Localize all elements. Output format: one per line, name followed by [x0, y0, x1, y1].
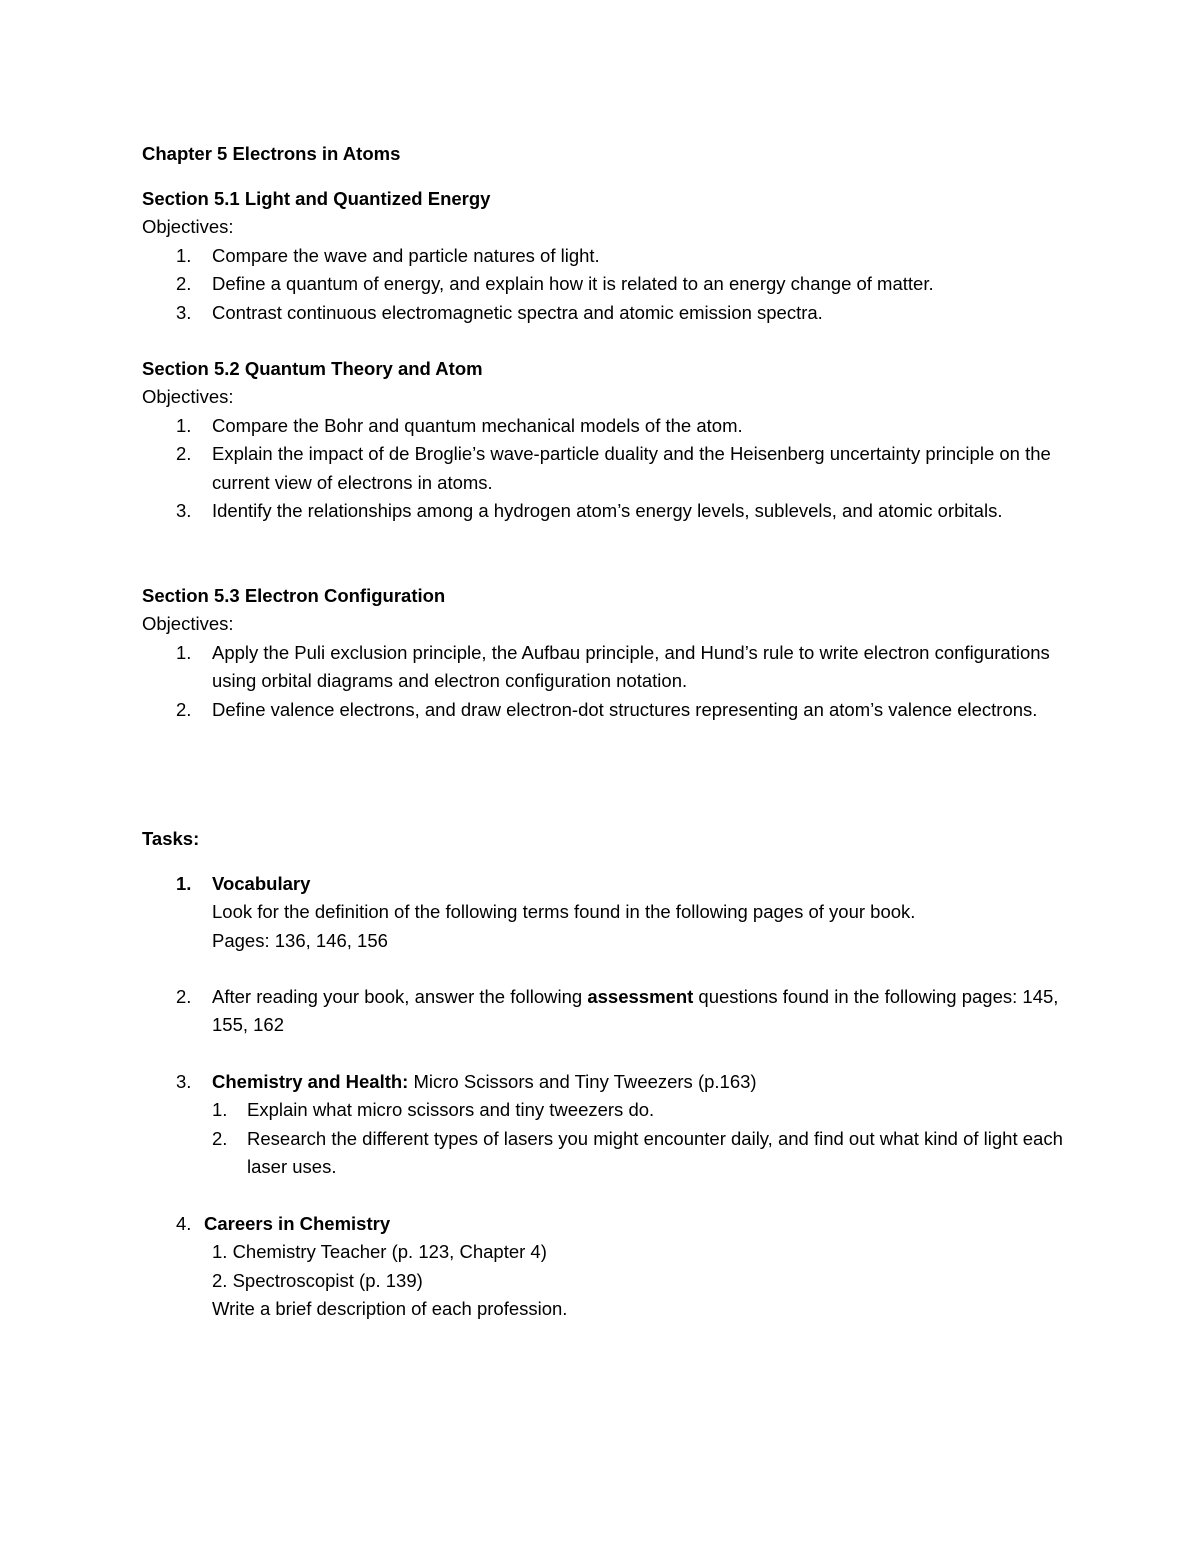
section-5-2: [142, 355, 1072, 525]
objective-number: 2.: [176, 443, 192, 465]
task-text: [142, 983, 1072, 1040]
task-chemistry-health: [142, 1068, 1072, 1182]
objective-text: Compare the wave and particle natures of light.: [212, 244, 600, 266]
objective-item: [142, 299, 1072, 327]
objective-text: Identify the relationships among a hydrogen atom’s energy levels, sublevels, and atomic orbitals.: [212, 500, 1003, 522]
objective-item: [142, 440, 1072, 497]
objective-number: 2.: [176, 273, 192, 295]
section-heading: Section 5.1 Light and Quantized Energy: [142, 188, 491, 209]
task-heading: Vocabulary: [212, 873, 311, 894]
objectives-list: [142, 242, 1072, 327]
task-pages: Pages: 136, 146, 156: [212, 929, 388, 951]
objective-text: Contrast continuous electromagnetic spectra and atomic emission spectra.: [212, 301, 823, 323]
task-number: 2.: [176, 986, 192, 1007]
section-5-1: [142, 185, 1072, 327]
objective-item: [142, 639, 1072, 696]
task-number: 1.: [176, 873, 192, 894]
subtask-item: [142, 1125, 1072, 1182]
task-vocabulary: [142, 870, 1072, 955]
objective-text: Define a quantum of energy, and explain how it is related to an energy change of matter.: [212, 273, 934, 295]
section-heading: Section 5.2 Quantum Theory and Atom: [142, 358, 483, 379]
objective-text: Apply the Puli exclusion principle, the Aufbau principle, and Hund’s rule to write electron configurations using orbital diagrams and electron configuration notation.: [212, 641, 1050, 692]
objective-item: [142, 412, 1072, 440]
task-text: Look for the definition of the following terms found in the following pages of your book.: [212, 901, 916, 923]
task-heading: Careers in Chemistry: [204, 1213, 391, 1234]
objective-item: [142, 696, 1072, 724]
task-heading-rest: Micro Scissors and Tiny Tweezers (p.163): [408, 1071, 757, 1092]
subtask-text: Explain what micro scissors and tiny tweezers do.: [247, 1099, 655, 1121]
tasks-label: Tasks:: [142, 828, 200, 849]
objective-number: 3.: [176, 500, 192, 522]
objective-text: Define valence electrons, and draw electron-dot structures representing an atom’s valence electrons.: [212, 698, 1038, 720]
objective-item: [142, 270, 1072, 298]
subtask-text: Research the different types of lasers you might encounter daily, and find out what kind of light each laser uses.: [247, 1127, 1063, 1178]
chapter-title: Chapter 5 Electrons in Atoms: [142, 143, 401, 164]
task-number: 3.: [176, 1071, 192, 1092]
objectives-label: Objectives:: [142, 386, 234, 408]
task-text-before: After reading your book, answer the following: [212, 986, 588, 1007]
task-instruction: Write a brief description of each profession.: [212, 1298, 568, 1320]
task-heading-line: [142, 1068, 1072, 1096]
task-text-bold: assessment: [587, 986, 694, 1007]
subtask-number: 1.: [212, 1099, 228, 1121]
career-item: 1. Chemistry Teacher (p. 123, Chapter 4): [212, 1241, 547, 1263]
objective-number: 1.: [176, 244, 192, 266]
objective-number: 1.: [176, 641, 192, 663]
task-text-after: questions found in the following pages: 145, 155, 162: [212, 986, 1059, 1036]
objective-number: 3.: [176, 301, 192, 323]
subtask-item: [142, 1096, 1072, 1124]
objective-text: Explain the impact of de Broglie’s wave-particle duality and the Heisenberg uncertainty principle on the current view of electrons in atoms.: [212, 443, 1051, 493]
objective-item: [142, 497, 1072, 525]
objectives-list: [142, 412, 1072, 526]
section-5-3: [142, 582, 1072, 724]
objective-number: 1.: [176, 414, 192, 436]
task-assessment: [142, 983, 1072, 1040]
objective-number: 2.: [176, 698, 192, 720]
task-careers: [142, 1210, 1072, 1324]
objectives-label: Objectives:: [142, 216, 234, 238]
objectives-list: [142, 639, 1072, 724]
task-number: 4.: [176, 1213, 192, 1234]
section-heading: Section 5.3 Electron Configuration: [142, 585, 446, 606]
task-heading: Chemistry and Health:: [212, 1071, 409, 1092]
career-item: 2. Spectroscopist (p. 139): [212, 1269, 423, 1291]
objectives-label: Objectives:: [142, 613, 234, 635]
objective-text: Compare the Bohr and quantum mechanical models of the atom.: [212, 414, 743, 436]
subtask-number: 2.: [212, 1127, 228, 1149]
objective-item: [142, 242, 1072, 270]
